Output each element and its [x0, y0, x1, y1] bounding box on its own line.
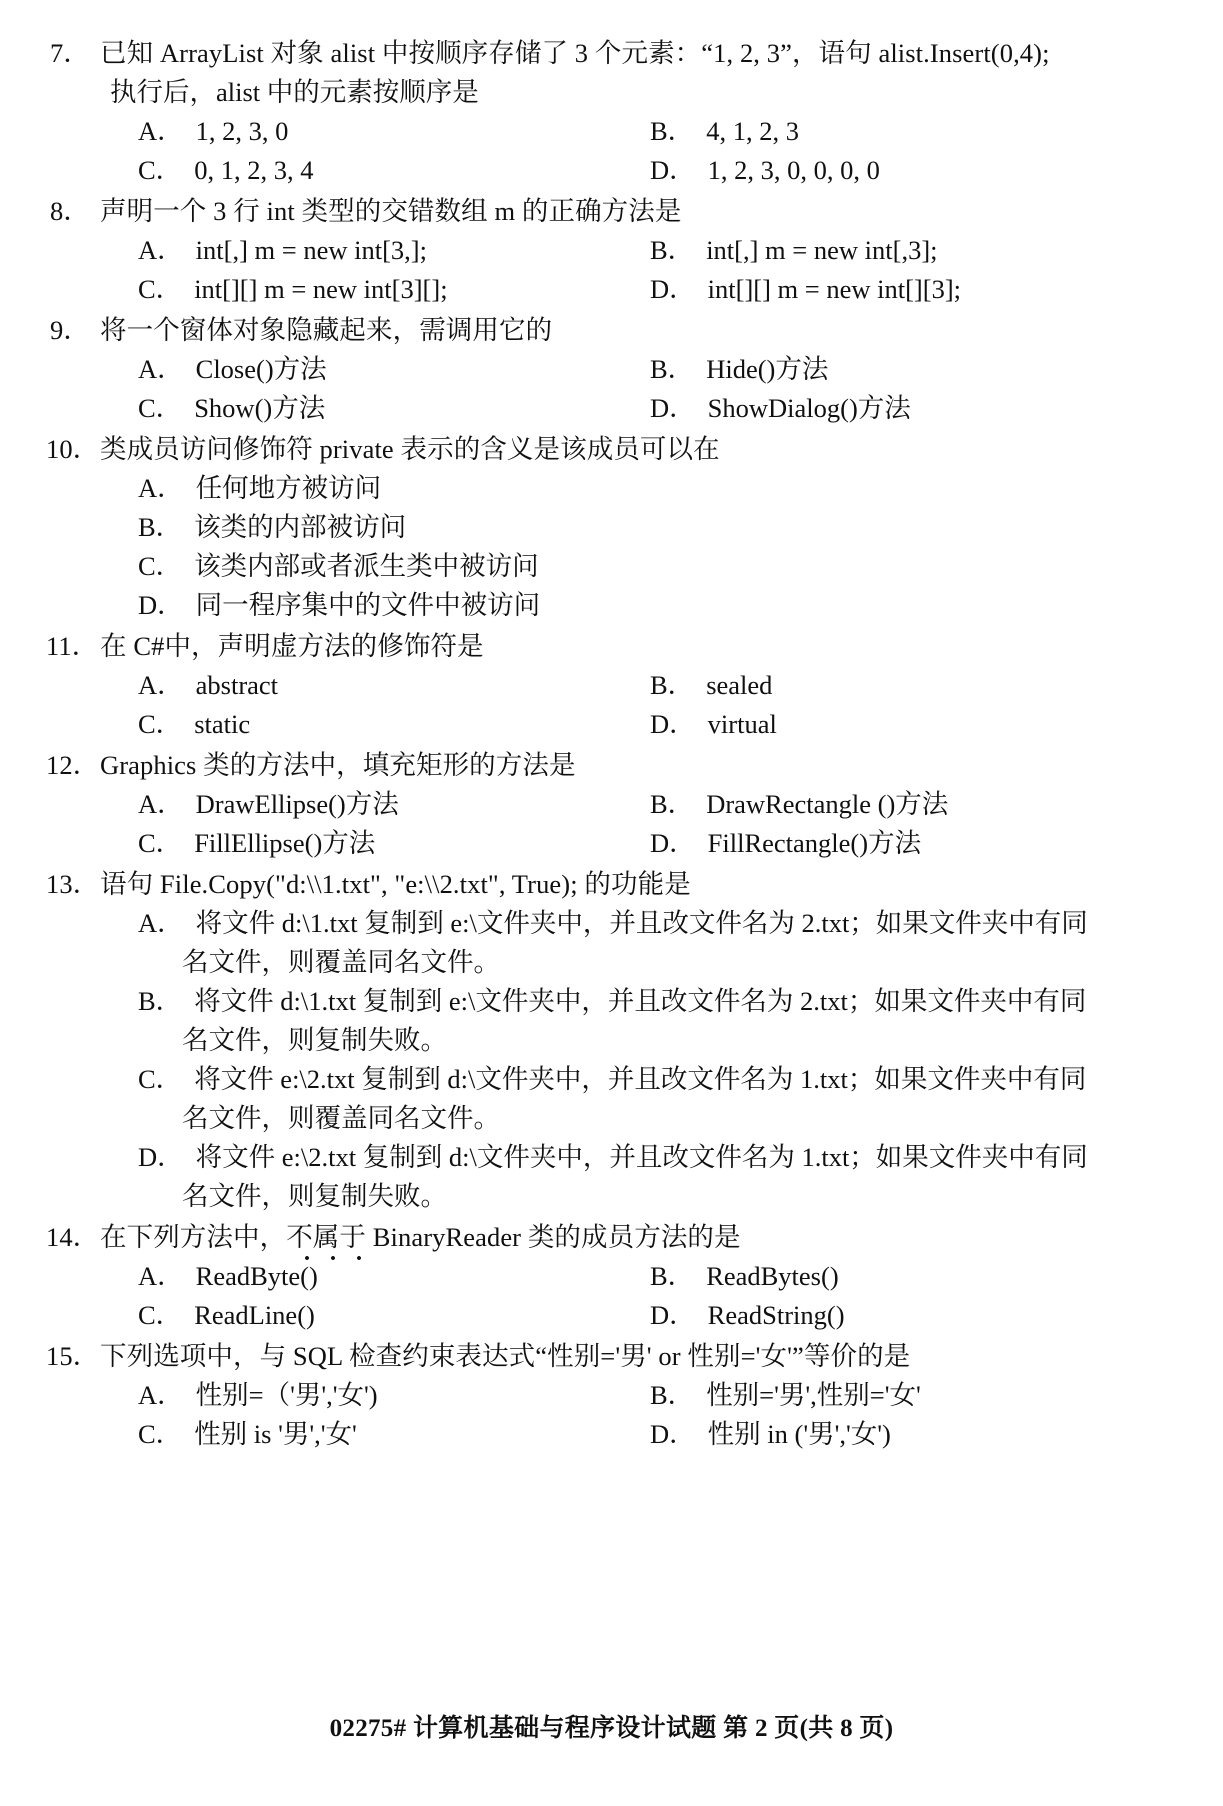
option-text: ReadByte(): [195, 1261, 318, 1291]
option-10-c[interactable]: [46, 547, 1177, 586]
option-row: [46, 705, 1177, 744]
option-text: int[][] m = new int[3][];: [194, 274, 448, 304]
option-text: virtual: [707, 709, 777, 739]
question-9-options: [46, 350, 1177, 428]
option-row: [46, 1296, 1177, 1335]
option-letter: B．: [650, 1261, 695, 1291]
option-text: sealed: [706, 670, 773, 700]
option-15-b[interactable]: [650, 1376, 1177, 1415]
option-row: [46, 350, 1177, 389]
option-letter: A．: [138, 670, 184, 700]
option-text: static: [194, 709, 251, 739]
option-13-d[interactable]: [46, 1138, 1177, 1177]
option-letter: C．: [138, 155, 183, 185]
question-13-stem: [46, 865, 1177, 904]
option-letter: C．: [138, 274, 183, 304]
question-13-options: [46, 904, 1177, 1216]
option-letter: D．: [650, 1419, 696, 1449]
option-text: Hide()方法: [706, 354, 829, 384]
question-9-stem-text: 将一个窗体对象隐藏起来，需调用它的: [100, 315, 553, 345]
option-row: [46, 270, 1177, 309]
option-letter: A．: [138, 354, 184, 384]
page-footer: 02275# 计算机基础与程序设计试题 第 2 页(共 8 页): [329, 1715, 894, 1742]
question-14-number: 14．: [46, 1222, 100, 1252]
option-text: 性别 in ('男','女'): [707, 1419, 891, 1449]
question-9-number: 9．: [50, 315, 90, 345]
option-13-c[interactable]: [46, 1060, 1177, 1099]
option-7-b[interactable]: [650, 112, 1177, 151]
question-7-options: [46, 112, 1177, 190]
option-letter: A．: [138, 116, 184, 146]
option-letter: B．: [650, 670, 695, 700]
option-8-c[interactable]: [46, 270, 650, 309]
option-letter: C．: [138, 393, 183, 423]
option-13-a[interactable]: [46, 904, 1177, 943]
question-10: [46, 430, 1177, 625]
option-row: [46, 785, 1177, 824]
option-text: 0, 1, 2, 3, 4: [194, 155, 314, 185]
option-text: int[,] m = new int[3,];: [195, 235, 427, 265]
option-letter: B．: [650, 354, 695, 384]
option-letter: A．: [138, 473, 184, 503]
question-14: [46, 1218, 1177, 1335]
option-text: 4, 1, 2, 3: [706, 116, 799, 146]
option-letter: B．: [650, 116, 695, 146]
option-text: int[,] m = new int[,3];: [706, 235, 938, 265]
option-letter: D．: [650, 274, 696, 304]
question-15-number: 15．: [46, 1341, 100, 1371]
option-row: [46, 666, 1177, 705]
option-letter: D．: [138, 590, 184, 620]
question-15: [46, 1337, 1177, 1454]
question-10-number: 10．: [46, 434, 100, 464]
option-14-c[interactable]: [46, 1296, 650, 1335]
option-text: 同一程序集中的文件中被访问: [195, 590, 541, 620]
option-text: 将文件 e:\2.txt 复制到 d:\文件夹中，并且改文件名为 1.txt；如果文件夹中有同: [195, 1142, 1088, 1172]
option-letter: A．: [138, 1380, 184, 1410]
option-row: [46, 151, 1177, 190]
option-letter: B．: [650, 789, 695, 819]
question-12-stem-text: Graphics 类的方法中，填充矩形的方法是: [100, 750, 576, 780]
option-8-b[interactable]: [650, 231, 1177, 270]
option-8-a[interactable]: [46, 231, 650, 270]
option-letter: D．: [650, 828, 696, 858]
question-15-options: [46, 1376, 1177, 1454]
option-text: 将文件 e:\2.txt 复制到 d:\文件夹中，并且改文件名为 1.txt；如果文件夹中有同: [194, 1064, 1087, 1094]
option-9-c[interactable]: [46, 389, 650, 428]
option-letter: B．: [138, 986, 183, 1016]
question-7: [46, 34, 1177, 190]
question-9-stem: [46, 311, 1177, 350]
option-letter: B．: [650, 235, 695, 265]
option-letter: C．: [138, 1300, 183, 1330]
option-letter: C．: [138, 709, 183, 739]
option-letter: A．: [138, 1261, 184, 1291]
option-text: 任何地方被访问: [195, 473, 382, 503]
option-letter: D．: [650, 1300, 696, 1330]
option-7-c[interactable]: [46, 151, 650, 190]
question-8-options: [46, 231, 1177, 309]
question-7-stem-cont: 执行后，alist 中的元素按顺序是: [110, 77, 479, 107]
option-14-b[interactable]: [650, 1257, 1177, 1296]
option-letter: B．: [650, 1380, 695, 1410]
question-15-stem-text: 下列选项中，与 SQL 检查约束表达式“性别='男' or 性别='女'”等价的是: [100, 1341, 911, 1371]
question-10-stem-text: 类成员访问修饰符 private 表示的含义是该成员可以在: [100, 434, 720, 464]
option-12-b[interactable]: [650, 785, 1177, 824]
question-12-stem: [46, 746, 1177, 785]
question-7-number: 7．: [50, 38, 90, 68]
question-13-stem-text: 语句 File.Copy("d:\\1.txt", "e:\\2.txt", True); 的功能是: [100, 869, 691, 899]
option-letter: A．: [138, 908, 184, 938]
question-12: [46, 746, 1177, 863]
option-letter: B．: [138, 512, 183, 542]
question-12-options: [46, 785, 1177, 863]
option-9-a[interactable]: [46, 350, 650, 389]
question-12-number: 12．: [46, 750, 100, 780]
option-15-c[interactable]: [46, 1415, 650, 1454]
option-letter: C．: [138, 1064, 183, 1094]
option-text: Close()方法: [195, 354, 327, 384]
option-11-a[interactable]: [46, 666, 650, 705]
option-row: [46, 231, 1177, 270]
option-9-d[interactable]: [650, 389, 1177, 428]
question-11-stem-text: 在 C#中，声明虚方法的修饰符是: [100, 631, 484, 661]
question-14-stem-emphasized: 不属于: [286, 1218, 366, 1257]
option-11-d[interactable]: [650, 705, 1177, 744]
option-text: ShowDialog()方法: [707, 393, 911, 423]
option-text: FillEllipse()方法: [194, 828, 376, 858]
option-text: 将文件 d:\1.txt 复制到 e:\文件夹中，并且改文件名为 2.txt；如果文件夹中有同: [194, 986, 1087, 1016]
option-text: abstract: [195, 670, 279, 700]
option-letter: C．: [138, 828, 183, 858]
option-text: Show()方法: [194, 393, 326, 423]
question-10-options: [46, 469, 1177, 625]
question-11: [46, 627, 1177, 744]
option-15-a[interactable]: [46, 1376, 650, 1415]
option-10-b[interactable]: [46, 508, 1177, 547]
question-14-stem-after: BinaryReader 类的成员方法的是: [366, 1222, 741, 1252]
question-10-stem: [46, 430, 1177, 469]
option-11-c[interactable]: [46, 705, 650, 744]
option-12-a[interactable]: [46, 785, 650, 824]
option-13-c-cont: 名文件，则覆盖同名文件。: [182, 1103, 500, 1133]
option-row: [46, 389, 1177, 428]
option-text: ReadLine(): [194, 1300, 315, 1330]
option-row: [46, 1376, 1177, 1415]
question-13: [46, 865, 1177, 1216]
option-15-d[interactable]: [650, 1415, 1177, 1454]
question-14-stem-before: 在下列方法中，: [100, 1222, 287, 1252]
option-text: DrawEllipse()方法: [195, 789, 399, 819]
question-8: [46, 192, 1177, 309]
question-7-stem: [46, 34, 1177, 73]
question-7-stem-text: 已知 ArrayList 对象 alist 中按顺序存储了 3 个元素：“1, 2, 3”，语句 alist.Insert(0,4);: [100, 38, 1050, 68]
option-text: DrawRectangle ()方法: [706, 789, 949, 819]
option-7-d[interactable]: [650, 151, 1177, 190]
option-10-d[interactable]: [46, 586, 1177, 625]
question-11-options: [46, 666, 1177, 744]
option-row: [46, 112, 1177, 151]
option-8-d[interactable]: [650, 270, 1177, 309]
option-14-d[interactable]: [650, 1296, 1177, 1335]
option-text: 1, 2, 3, 0: [195, 116, 289, 146]
option-letter: D．: [138, 1142, 184, 1172]
question-8-number: 8．: [50, 196, 90, 226]
option-text: ReadBytes(): [706, 1261, 839, 1291]
option-text: FillRectangle()方法: [707, 828, 922, 858]
option-text: 性别='男',性别='女': [706, 1380, 921, 1410]
question-15-stem: [46, 1337, 1177, 1376]
option-12-d[interactable]: [650, 824, 1177, 863]
question-14-options: [46, 1257, 1177, 1335]
question-11-number: 11．: [46, 631, 99, 661]
option-letter: C．: [138, 1419, 183, 1449]
option-14-a[interactable]: [46, 1257, 650, 1296]
question-8-stem: [46, 192, 1177, 231]
option-row: [46, 1415, 1177, 1454]
option-13-a-cont: 名文件，则覆盖同名文件。: [182, 947, 500, 977]
question-13-number: 13．: [46, 869, 100, 899]
question-14-stem: [46, 1218, 1177, 1257]
option-text: ReadString(): [707, 1300, 845, 1330]
option-13-b-cont: 名文件，则复制失败。: [182, 1025, 447, 1055]
option-row: [46, 1257, 1177, 1296]
option-letter: D．: [650, 393, 696, 423]
option-7-a[interactable]: [46, 112, 650, 151]
option-letter: C．: [138, 551, 183, 581]
option-letter: D．: [650, 155, 696, 185]
option-letter: A．: [138, 789, 184, 819]
option-12-c[interactable]: [46, 824, 650, 863]
option-text: 该类的内部被访问: [194, 512, 407, 542]
option-row: [46, 824, 1177, 863]
option-11-b[interactable]: [650, 666, 1177, 705]
option-text: 性别=（'男','女'): [195, 1380, 378, 1410]
option-13-b[interactable]: [46, 982, 1177, 1021]
option-13-d-cont: 名文件，则复制失败。: [182, 1181, 447, 1211]
option-10-a[interactable]: [46, 469, 1177, 508]
question-14-stem-text: [100, 1218, 1177, 1257]
option-letter: A．: [138, 235, 184, 265]
option-text: int[][] m = new int[][3];: [707, 274, 962, 304]
option-letter: D．: [650, 709, 696, 739]
question-9: [46, 311, 1177, 428]
option-text: 该类内部或者派生类中被访问: [194, 551, 539, 581]
question-8-stem-text: 声明一个 3 行 int 类型的交错数组 m 的正确方法是: [100, 196, 682, 226]
question-11-stem: [46, 627, 1177, 666]
option-9-b[interactable]: [650, 350, 1177, 389]
option-text: 性别 is '男','女': [194, 1419, 357, 1449]
option-text: 1, 2, 3, 0, 0, 0, 0: [707, 155, 880, 185]
option-text: 将文件 d:\1.txt 复制到 e:\文件夹中，并且改文件名为 2.txt；如果文件夹中有同: [195, 908, 1088, 938]
